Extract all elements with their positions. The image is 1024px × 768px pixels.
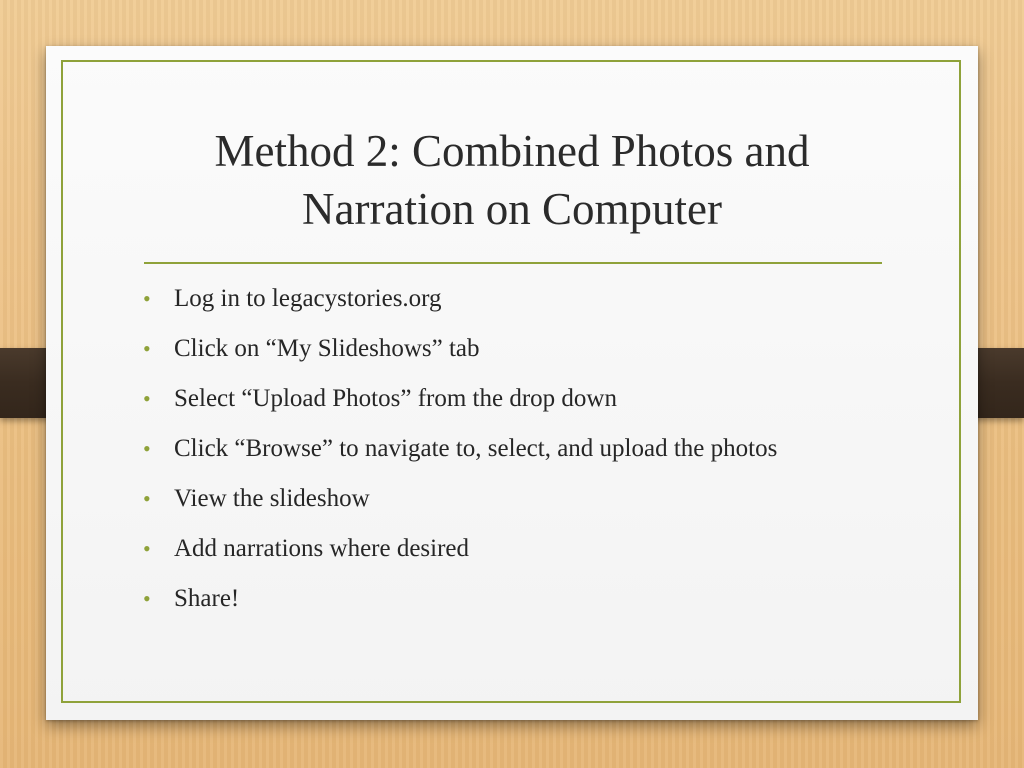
- bullet-text: Add narrations where desired: [174, 535, 470, 562]
- bullet-item-upload-photos: [142, 382, 842, 415]
- bullet-text: Share!: [174, 585, 240, 612]
- slide-title: [46, 122, 978, 238]
- bullet-item-browse: [142, 432, 842, 465]
- bullet-text: Log in to legacystories.org: [174, 285, 442, 312]
- bullet-item-share: [142, 582, 842, 615]
- bullet-icon: •: [143, 386, 151, 411]
- bullet-icon: •: [143, 486, 151, 511]
- title-divider: [144, 262, 882, 264]
- slide-card: [46, 46, 978, 720]
- bullet-item-view-slideshow: [142, 482, 842, 515]
- bullet-text: Select “Upload Photos” from the drop down: [174, 385, 617, 412]
- bullet-text: View the slideshow: [174, 485, 370, 512]
- bullet-icon: •: [143, 586, 151, 611]
- bullet-icon: •: [143, 286, 151, 311]
- bullet-item-add-narrations: [142, 532, 842, 565]
- bullet-icon: •: [143, 436, 151, 461]
- slide-title-line-2: Narration on Computer: [302, 184, 722, 234]
- bullet-text: Click on “My Slideshows” tab: [174, 335, 480, 362]
- bullet-item-log-in: [142, 282, 842, 315]
- bullet-list: [142, 282, 842, 632]
- bullet-icon: •: [143, 336, 151, 361]
- slide-title-line-1: Method 2: Combined Photos and: [214, 126, 810, 176]
- bullet-text: Click “Browse” to navigate to, select, and upload the photos: [174, 435, 778, 462]
- bullet-item-my-slideshows: [142, 332, 842, 365]
- bullet-icon: •: [143, 536, 151, 561]
